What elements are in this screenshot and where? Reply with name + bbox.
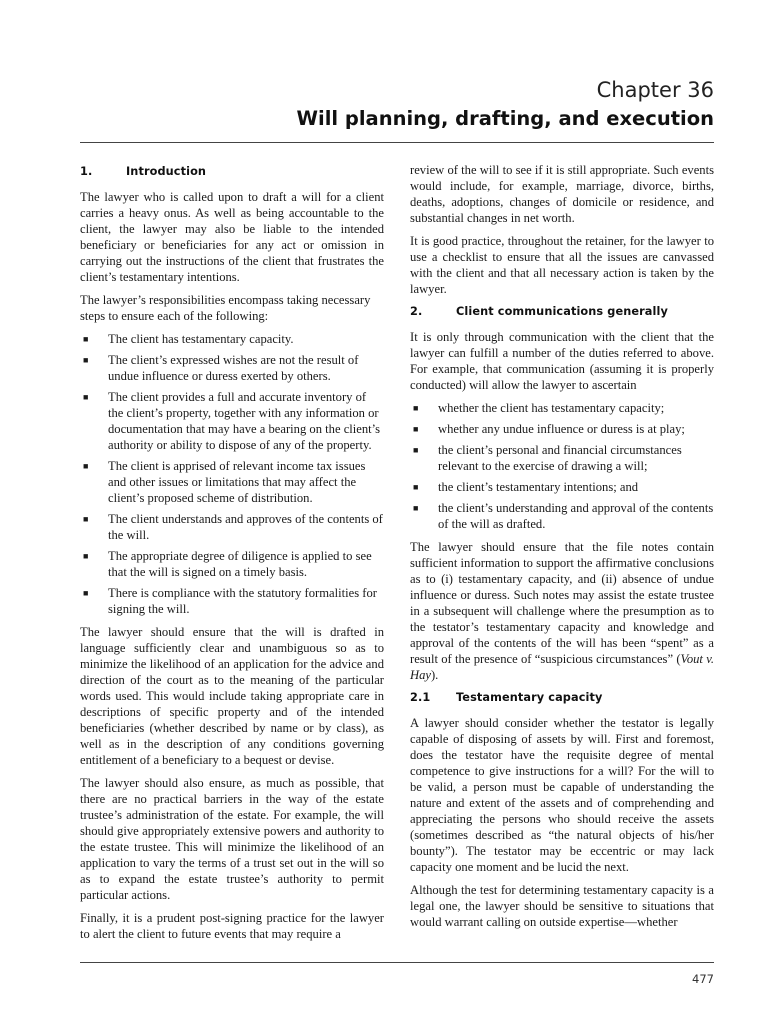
paragraph: The lawyer should ensure that the will is drafted in language sufficiently clear and unambiguous so as to minimize the likelihood of an application for the advice and direction of the court as to the meaning of the particular words used. This would include taking appropriate care in descriptions of specific property and of the intended beneficiaries (whether described by name or by class), as well as in the description of any conditions governing entitlement of a beneficiary to a bequest or devise. — [80, 625, 384, 767]
paragraph: The lawyer should ensure that the file notes contain sufficient information to support the affirmative conclusions as to (i) testamentary capacity, and (ii) absence of undue influence or duress. Such notes may assist the estate trustee in a subsequent will challenge where the presumption as to the testator’s testamentary capacity and knowledge and approval of the contents of the will has been “spent” as a result of the presence of “suspicious circumstances” (Vout v. Hay). — [410, 540, 715, 682]
chapter-number: Chapter 36 — [596, 78, 714, 102]
square-bullet-icon: ■ — [83, 461, 89, 471]
ascertain-list — [410, 400, 714, 532]
square-bullet-icon: ■ — [413, 503, 419, 513]
square-bullet-icon: ■ — [413, 445, 419, 455]
paragraph: The lawyer should also ensure, as much as possible, that there are no practical barriers in the way of the estate trustee’s administration of the estate. For example, the will should give appropriately extensive powers and authority to the estate trustee. This will minimize the likelihood of an application to vary the terms of a trust set out in the will so as to expand the estate trustee’s authority to permit particular actions. — [80, 776, 384, 902]
case-citation: Vout v. Hay — [410, 652, 715, 682]
page-number: 477 — [692, 972, 714, 986]
paragraph: The lawyer’s responsibilities encompass taking necessary steps to ensure each of the following: — [80, 293, 371, 323]
footer-rule — [80, 962, 714, 963]
paragraph: Although the test for determining testamentary capacity is a legal one, the lawyer should be sensitive to situations that would warrant calling on outside expertise—whether — [410, 883, 714, 929]
square-bullet-icon: ■ — [83, 551, 89, 561]
list-item: ■ There is compliance with the statutory formalities for signing the will. — [83, 586, 377, 616]
left-column — [80, 162, 384, 949]
list-item: ■ The client is apprised of relevant income tax issues and other issues or limitations that may affect the client’s proposed scheme of distribution. — [83, 459, 366, 505]
header-rule — [80, 142, 714, 143]
paragraph: Finally, it is a prudent post-signing practice for the lawyer to alert the client to future events that may require a — [80, 911, 384, 941]
list-item: ■ The client’s expressed wishes are not the result of undue influence or duress exerted by others. — [83, 353, 359, 383]
right-column — [410, 162, 714, 937]
section-heading-testamentary-capacity: 2.1 Testamentary capacity — [410, 691, 603, 704]
square-bullet-icon: ■ — [413, 424, 419, 434]
paragraph: It is good practice, throughout the retainer, for the lawyer to use a checklist to ensure that all the issues are canvassed with the client and that all necessary action is taken by the lawyer. — [410, 234, 714, 296]
square-bullet-icon: ■ — [83, 355, 89, 365]
square-bullet-icon: ■ — [83, 514, 89, 524]
list-item: ■ The client understands and approves of the contents of the will. — [83, 512, 383, 542]
square-bullet-icon: ■ — [83, 392, 89, 402]
list-item: ■ whether the client has testamentary capacity; — [413, 401, 665, 415]
list-item: ■ the client’s personal and financial circumstances relevant to the exercise of drawing a will; — [413, 443, 682, 473]
paragraph: review of the will to see if it is still appropriate. Such events would include, for example, marriage, divorce, births, deaths, adoptions, changes of domicile or residence, and substantial changes in net worth. — [410, 163, 714, 225]
paragraph: It is only through communication with the client that the lawyer can fulfill a number of the duties referred to above. For example, that communication (assuming it is properly conducted) will allow the lawyer to ascertain — [410, 330, 714, 392]
list-item: ■ The appropriate degree of diligence is applied to see that the will is signed on a timely basis. — [83, 549, 372, 579]
list-item: ■ the client’s testamentary intentions; and — [413, 480, 639, 494]
section-heading-introduction: 1. Introduction — [80, 165, 207, 178]
paragraph: A lawyer should consider whether the testator is legally capable of disposing of assets by will. First and foremost, does the testator have the requisite degree of mental competence to give instructions for a will? For the will to be valid, a person must be capable of understanding the nature and extent of the assets and of comprehending and appreciating the persons who should receive the assets (sometimes described as “the natural objects of his/her bounty”). The testator may be eccentric or may lack capacity one moment and be lucid the next. — [410, 716, 714, 874]
square-bullet-icon: ■ — [83, 334, 89, 344]
square-bullet-icon: ■ — [413, 403, 419, 413]
paragraph: The lawyer who is called upon to draft a will for a client carries a heavy onus. As well as being accountable to the client, the lawyer may also be liable to the intended beneficiary or beneficiaries for any act or omission in carrying out the instructions of the client that frustrates the client’s testamentary intentions. — [80, 190, 384, 284]
responsibilities-list — [80, 331, 384, 617]
square-bullet-icon: ■ — [413, 482, 419, 492]
section-heading-client-communications: 2. Client communications generally — [410, 305, 668, 318]
square-bullet-icon: ■ — [83, 588, 89, 598]
list-item: ■ whether any undue influence or duress is at play; — [413, 422, 685, 436]
list-item: ■ The client has testamentary capacity. — [83, 332, 294, 346]
list-item: ■ the client’s understanding and approval of the contents of the will as drafted. — [413, 501, 714, 531]
list-item: ■ The client provides a full and accurate inventory of the client’s property, together with any information or documentation that may have a bearing on the client’s authority or ability to dispose of any of the property. — [83, 390, 381, 452]
chapter-title: Will planning, drafting, and execution — [296, 107, 714, 130]
